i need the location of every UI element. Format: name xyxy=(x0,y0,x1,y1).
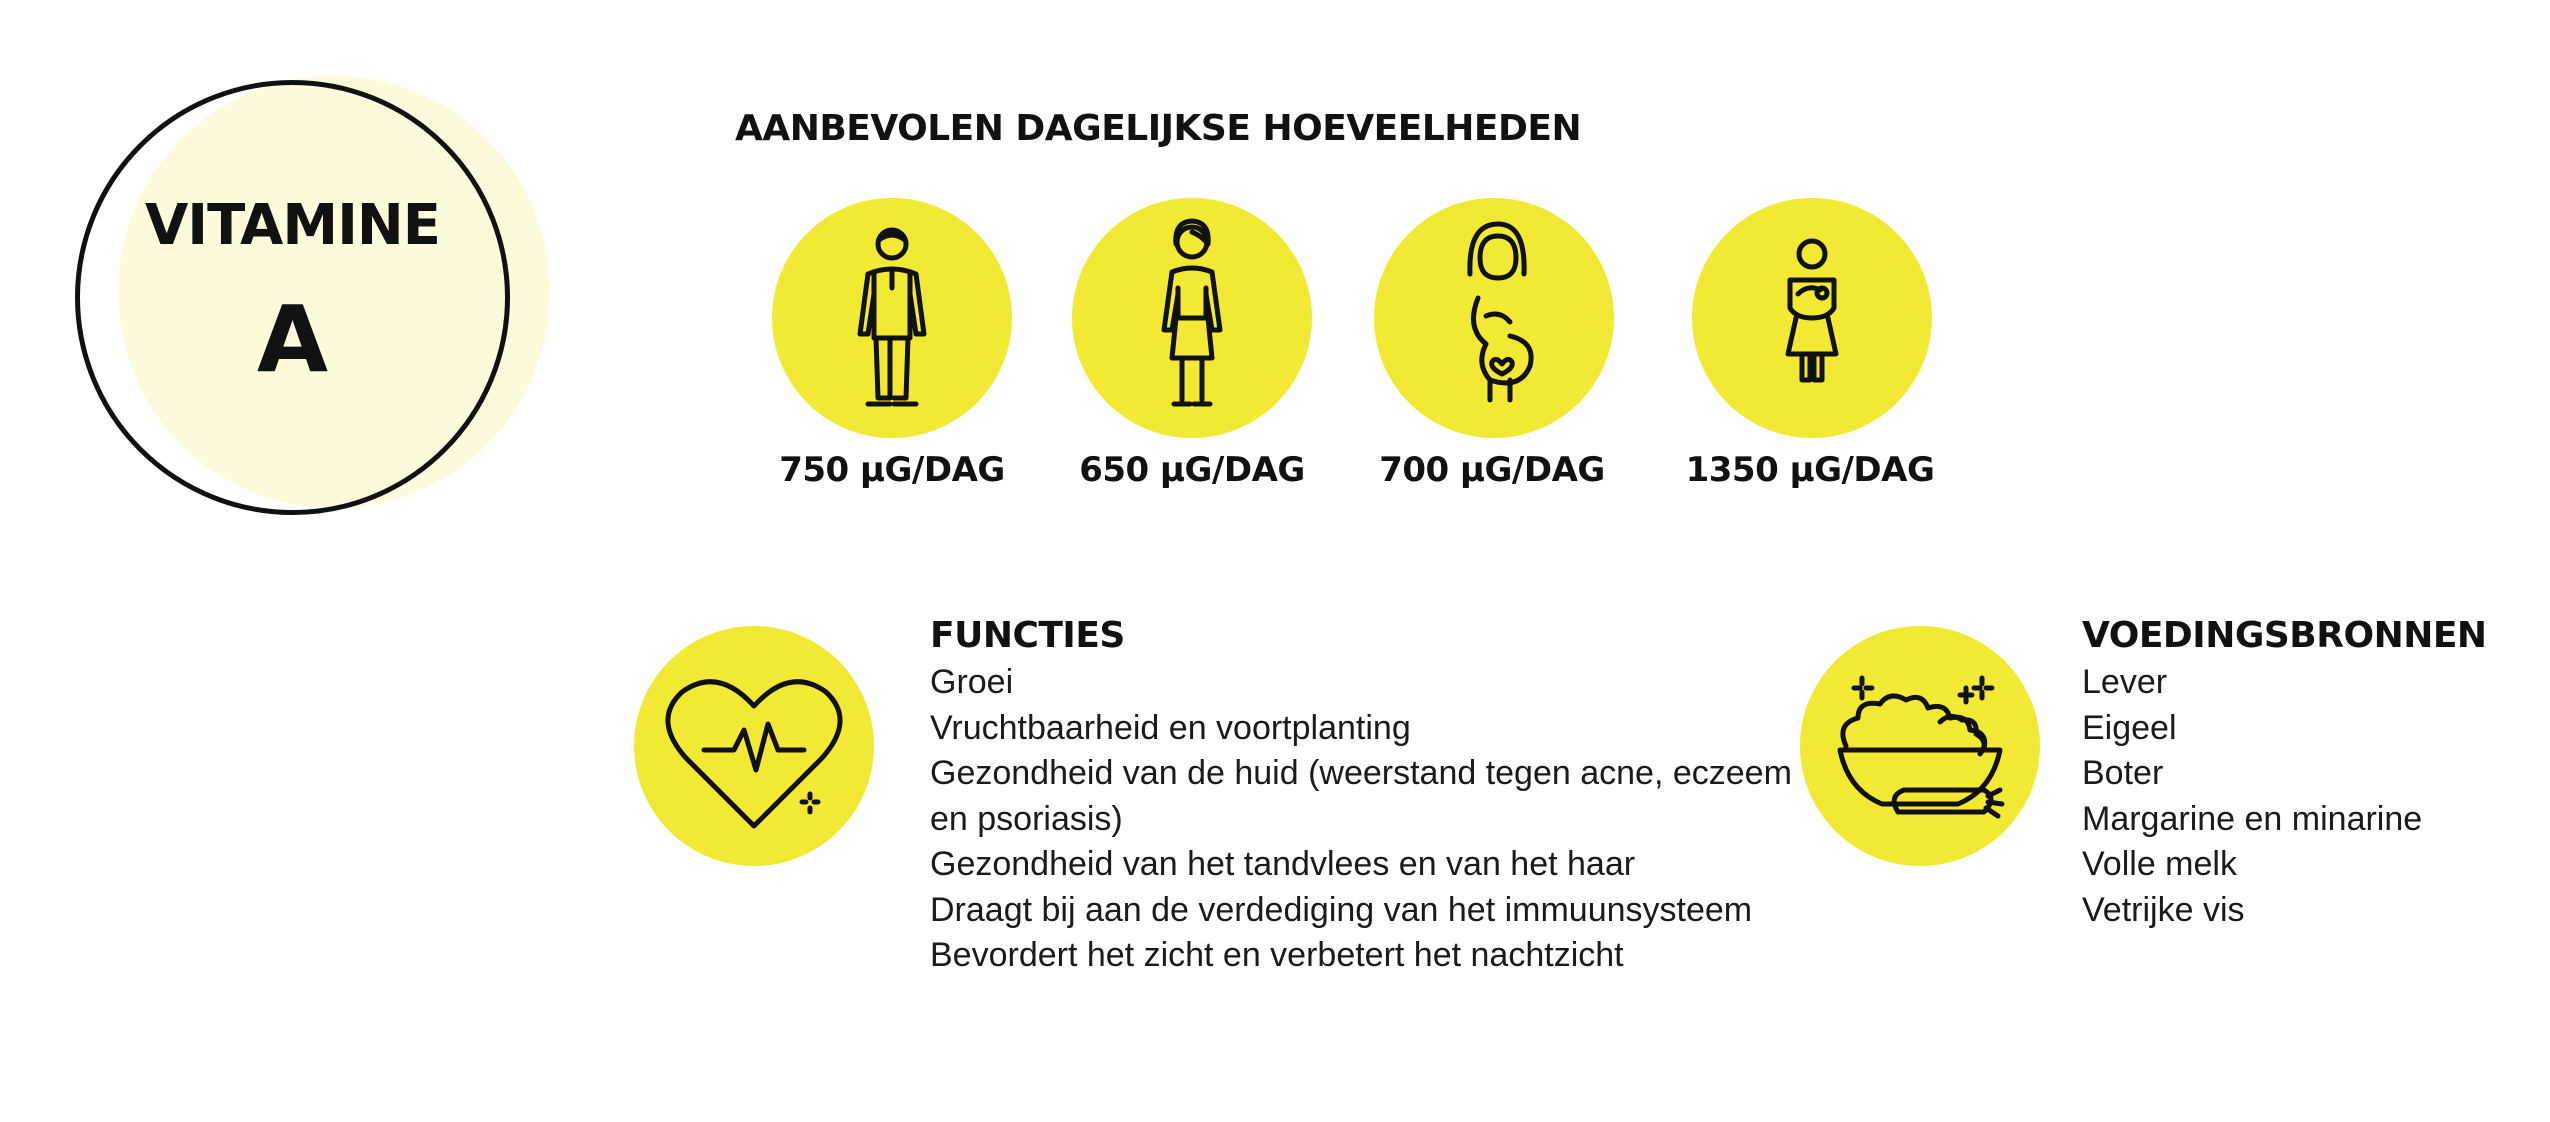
sources-title: VOEDINGSBRONNEN xyxy=(2082,615,2487,656)
functions-list xyxy=(930,660,1792,979)
amount-pregnant: 700 µG/DAG xyxy=(1379,450,1605,490)
woman-icon xyxy=(1072,198,1312,438)
heart-pulse-icon xyxy=(634,626,874,866)
list-item: Bevordert het zicht en verbetert het nachtzicht xyxy=(930,936,1624,974)
amount-breastfeeding: 1350 µG/DAG xyxy=(1685,450,1935,490)
recommended-title: AANBEVOLEN DAGELIJKSE HOEVEELHEDEN xyxy=(735,108,1582,149)
list-item: Margarine en minarine xyxy=(2082,799,2423,838)
badge-letter: A xyxy=(256,285,329,393)
list-item: Boter xyxy=(2082,754,2164,792)
vitamin-badge xyxy=(70,72,560,522)
list-item: Gezondheid van het tandvlees en van het haar xyxy=(930,845,1636,883)
man-icon xyxy=(772,198,1012,438)
amount-woman: 650 µG/DAG xyxy=(1079,450,1305,490)
list-item: Vruchtbaarheid en voortplanting xyxy=(930,708,1411,747)
list-item: en psoriasis) xyxy=(930,799,1123,838)
badge-title: VITAMINE xyxy=(144,192,441,258)
badge-text xyxy=(75,80,510,515)
vegetable-bowl-icon xyxy=(1800,626,2040,866)
list-item: Eigeel xyxy=(2082,708,2177,747)
functions-title: FUNCTIES xyxy=(930,615,1125,656)
list-item: Groei xyxy=(930,663,1014,701)
pregnant-woman-icon xyxy=(1374,198,1614,438)
list-item: Volle melk xyxy=(2082,845,2237,883)
sources-list xyxy=(2082,660,2422,933)
amount-man: 750 µG/DAG xyxy=(779,450,1005,490)
list-item: Gezondheid van de huid (weerstand tegen acne, eczeem xyxy=(930,754,1792,792)
list-item: Lever xyxy=(2082,663,2168,701)
list-item: Draagt bij aan de verdediging van het immuunsysteem xyxy=(930,890,1753,929)
list-item: Vetrijke vis xyxy=(2082,890,2245,929)
breastfeeding-woman-icon xyxy=(1692,198,1932,438)
